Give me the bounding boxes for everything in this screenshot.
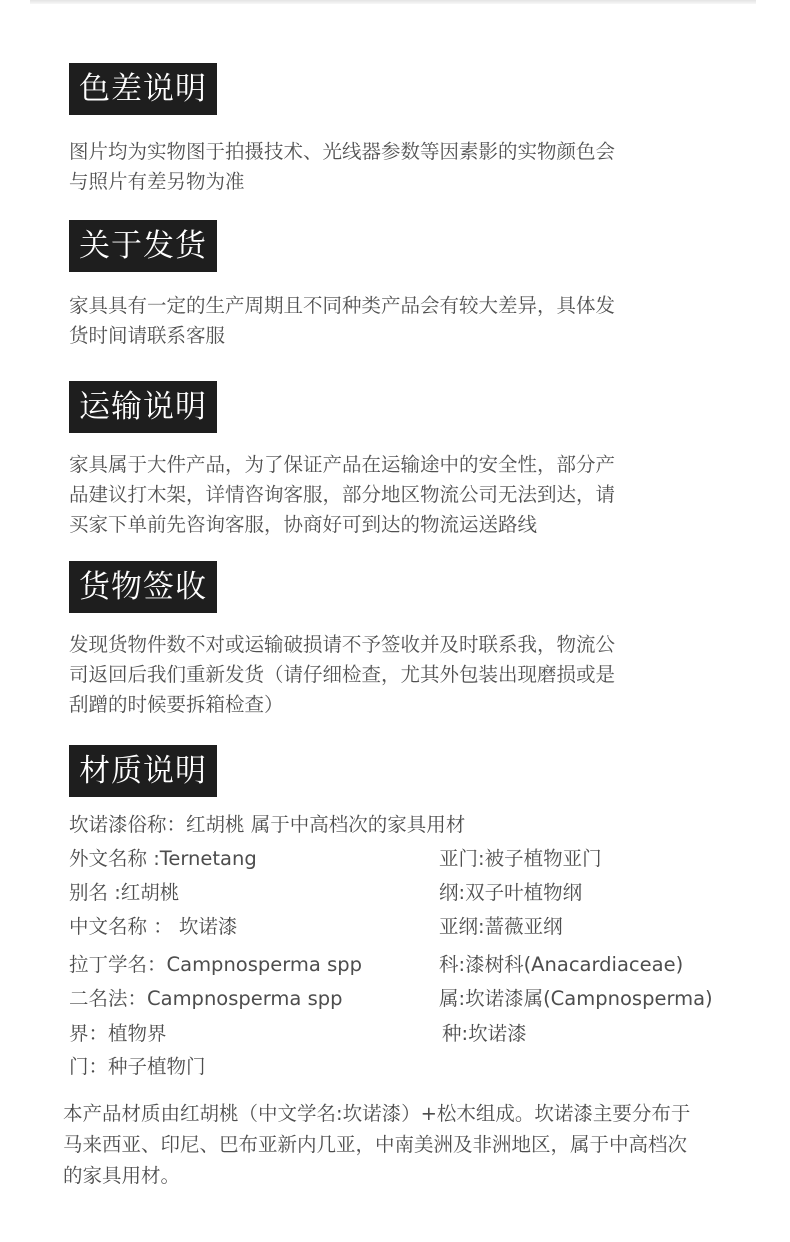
paragraph-line: 与照片有差另物为准 bbox=[69, 170, 245, 193]
material-field-subclass: 亚纲:蔷薇亚纲 bbox=[439, 915, 563, 938]
material-field-foreign-name: 外文名称 :Ternetang bbox=[69, 847, 257, 870]
material-field-binomial: 二名法：Campnosperma spp bbox=[69, 987, 343, 1010]
top-divider bbox=[30, 0, 756, 4]
section-body-transport bbox=[69, 450, 719, 540]
paragraph-line: 的家具用材。 bbox=[63, 1164, 181, 1187]
section-title-material: 材质说明 bbox=[69, 745, 217, 797]
paragraph-line: 刮蹭的时候要拆箱检查） bbox=[69, 693, 284, 716]
paragraph-line: 品建议打木架，详情咨询客服，部分地区物流公司无法到达，请 bbox=[69, 483, 616, 506]
material-field-chinese-name: 中文名称 ： 坎诺漆 bbox=[69, 915, 238, 938]
section-body-receipt bbox=[69, 630, 719, 720]
paragraph-line: 图片均为实物图于拍摄技术、光线器参数等因素影的实物颜色会 bbox=[69, 140, 616, 163]
paragraph-line: 家具属于大件产品，为了保证产品在运输途中的安全性，部分产 bbox=[69, 453, 616, 476]
section-title-receipt: 货物签收 bbox=[69, 561, 217, 613]
section-title-shipping: 关于发货 bbox=[69, 220, 217, 272]
paragraph-line: 司返回后我们重新发货（请仔细检查，尤其外包装出现磨损或是 bbox=[69, 663, 616, 686]
paragraph-line: 货时间请联系客服 bbox=[69, 324, 226, 347]
section-body-shipping bbox=[69, 291, 719, 351]
section-title-transport: 运输说明 bbox=[69, 381, 217, 433]
material-field-phylum: 门：种子植物门 bbox=[69, 1055, 206, 1078]
material-field-alias: 别名 :红胡桃 bbox=[69, 881, 180, 904]
material-field-species: 种:坎诺漆 bbox=[442, 1022, 527, 1045]
paragraph-line: 本产品材质由红胡桃（中文学名:坎诺漆）+松木组成。坎诺漆主要分布于 bbox=[63, 1102, 691, 1125]
material-field-latin-name: 拉丁学名：Campnosperma spp bbox=[69, 953, 362, 976]
material-intro: 坎诺漆俗称：红胡桃 属于中高档次的家具用材 bbox=[69, 813, 466, 836]
paragraph-line: 马来西亚、印尼、巴布亚新内几亚，中南美洲及非洲地区，属于中高档次 bbox=[63, 1133, 688, 1156]
section-body-color-difference bbox=[69, 137, 719, 197]
material-field-genus: 属:坎诺漆属(Campnosperma) bbox=[439, 987, 713, 1010]
material-field-family: 科:漆树科(Anacardiaceae) bbox=[439, 953, 684, 976]
paragraph-line: 买家下单前先咨询客服，协商好可到达的物流运送路线 bbox=[69, 513, 538, 536]
material-field-class: 纲:双子叶植物纲 bbox=[439, 881, 583, 904]
section-title-color-difference: 色差说明 bbox=[69, 63, 217, 115]
paragraph-line: 发现货物件数不对或运输破损请不予签收并及时联系我，物流公 bbox=[69, 633, 616, 656]
material-field-kingdom: 界：植物界 bbox=[69, 1022, 167, 1045]
paragraph-line: 家具具有一定的生产周期且不同种类产品会有较大差异，具体发 bbox=[69, 294, 616, 317]
material-summary bbox=[63, 1098, 690, 1191]
material-field-subphylum: 亚门:被子植物亚门 bbox=[439, 847, 602, 870]
